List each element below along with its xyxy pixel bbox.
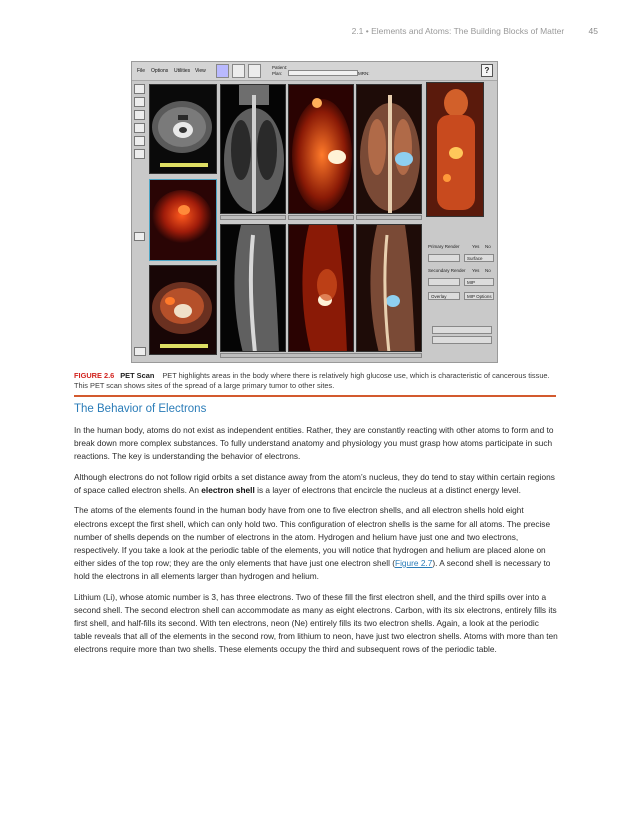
coronal-pet-image: [289, 85, 354, 214]
control-button-a[interactable]: [432, 326, 492, 334]
window-tool-icon[interactable]: [134, 123, 145, 133]
toolbar-button-b[interactable]: [232, 64, 245, 78]
mrn-label: MRN:: [358, 71, 370, 76]
running-title: 2.1 • Elements and Atoms: The Building Blocks of Matter: [351, 26, 565, 36]
primary-no-radio[interactable]: No: [485, 244, 491, 249]
figure-2-7-link[interactable]: Figure 2.7: [395, 557, 433, 568]
primary-render-mode[interactable]: [464, 254, 494, 262]
tool-palette: [134, 84, 145, 162]
axial-fused-image: [150, 266, 217, 355]
figure-title: PET Scan: [120, 371, 155, 380]
overlay-label: Overlay: [431, 294, 447, 299]
menu-utilities[interactable]: Utilities: [174, 68, 191, 74]
secondary-no-radio[interactable]: No: [485, 268, 491, 273]
axial-fused-panel[interactable]: [149, 265, 217, 355]
primary-yes-radio[interactable]: Yes: [472, 244, 480, 249]
figure-label: FIGURE 2.6: [74, 371, 115, 380]
plan-label: Plan:: [272, 71, 283, 76]
patient-info: [272, 65, 287, 77]
key-term-electron-shell: electron shell: [201, 484, 255, 495]
secondary-render-mode[interactable]: [464, 278, 494, 286]
paragraph-3: [74, 504, 558, 583]
sagittal-pet-image: [289, 225, 354, 352]
axial-pet-image: [150, 180, 217, 261]
secondary-yes-radio[interactable]: Yes: [472, 268, 480, 273]
coronal-fused-panel[interactable]: [356, 84, 422, 214]
paragraph-1: In the human body, atoms do not exist as independent entities. Rather, they are constantly reacting with other atoms to form and to break down more complex substances. To fully understand anatomy and physiology you must grasp how atoms participate in such reactions. The key is understanding the behavior of electrons.: [74, 425, 554, 462]
figure-caption: [74, 371, 556, 391]
sagittal-ct-image: [221, 225, 286, 352]
pet-scan-figure: [131, 61, 498, 363]
primary-render-mode-value: Surface: [467, 256, 483, 261]
sagittal-fused-image: [357, 225, 422, 352]
sagittal-fused-panel[interactable]: [356, 224, 422, 352]
coronal-fused-image: [357, 85, 422, 214]
axial-ct-image: [150, 85, 217, 174]
toolbar-button-a[interactable]: [216, 64, 229, 78]
coronal-pet-slider[interactable]: [288, 215, 354, 220]
patient-field[interactable]: [288, 70, 358, 76]
coronal-ct-image: [221, 85, 286, 214]
help-icon[interactable]: ?: [481, 64, 493, 77]
mip-3d-panel[interactable]: [426, 82, 484, 217]
secondary-render-mode-value: MIP: [467, 280, 476, 285]
coronal-fused-slider[interactable]: [356, 215, 422, 220]
axial-pet-panel[interactable]: [149, 179, 217, 261]
menu-view[interactable]: View: [195, 68, 206, 74]
sagittal-pet-panel[interactable]: [288, 224, 354, 352]
paragraph-4: Lithium (Li), whose atomic number is 3, has three electrons. Two of these fill the first electron shell, and the third spills over into a second shell. The second electron shell can accommodate as many as eight electrons. Carbon, with its six electrons, entirely fills its first shell, and half-fills its second. With ten electrons, neon (Ne) entirely fills its two electron shells. Again, a look at the periodic table reveals that all of the elements in the second row, from lithium to neon, have just two electron shells. Atoms with more than ten electrons require more than two shells. These elements occupy the third and subsequent rows of the periodic table.: [74, 591, 558, 654]
coronal-ct-slider[interactable]: [220, 215, 286, 220]
section-body: [74, 424, 558, 664]
swap-arrows-icon[interactable]: [134, 347, 146, 356]
roi-tool-icon[interactable]: [134, 149, 145, 159]
control-button-b[interactable]: [432, 336, 492, 344]
mip-options-label: MIP Options: [467, 294, 492, 299]
paragraph-3-start: The atoms of the elements found in the human body have from one to five electron shells, and all electron shells hold eight electrons except the first shell, which can only hold two. This configuration of electron shells is the same for all atoms. The precise number of shells depends on the number of electrons in the atom. Hydrogen and helium have just one and two electrons, respectively. If you take a look at the periodic table of the elements, you will notice that hydrogen and helium are placed alone on either sides of the top row; they are the only elements that have just one electron shell (: [74, 505, 551, 568]
rotate-tool-icon[interactable]: [134, 110, 145, 120]
running-header: [0, 26, 598, 36]
coronal-pet-panel[interactable]: [288, 84, 354, 214]
primary-render-label: Primary Render: [428, 244, 460, 249]
secondary-render-select[interactable]: [428, 278, 460, 286]
pan-tool-icon[interactable]: [134, 97, 145, 107]
secondary-render-label: Secondary Render: [428, 268, 466, 273]
toolbar-button-c[interactable]: [248, 64, 261, 78]
coronal-ct-panel[interactable]: [220, 84, 286, 214]
paragraph-2-end: is a layer of electrons that encircle the nucleus at a distinct energy level.: [254, 484, 521, 495]
measure-tool-icon[interactable]: [134, 136, 145, 146]
primary-render-select[interactable]: [428, 254, 460, 262]
sagittal-slider[interactable]: [220, 353, 422, 358]
mip-3d-image: [427, 83, 484, 217]
paragraph-2-start: Although electrons do not follow rigid orbits a set distance away from the atom’s nucleus, they do tend to stay within certain regions of space called electron shells. An: [74, 471, 555, 495]
menu-file[interactable]: File: [137, 68, 146, 74]
patient-label: Patient:: [272, 65, 288, 70]
axial-ct-panel[interactable]: [149, 84, 217, 174]
zoom-tool-icon[interactable]: [134, 84, 145, 94]
overlay-button[interactable]: [428, 292, 460, 300]
section-heading: The Behavior of Electrons: [74, 403, 207, 415]
figure-caption-text: PET highlights areas in the body where there is relatively high glucose use, which is characteristic of cancerous tissue. This PET scan shows sites of the spread of a large primary tumor to other sites.: [74, 371, 550, 390]
link-tool-icon[interactable]: [134, 232, 145, 241]
app-menubar: [132, 62, 497, 81]
sagittal-ct-panel[interactable]: [220, 224, 286, 352]
page-number: 45: [588, 26, 598, 36]
section-divider: [74, 395, 556, 397]
paragraph-3-end: ). A second shell is necessary to hold the electrons in all elements larger than hydrogen and helium.: [74, 557, 551, 581]
menu-options[interactable]: Options: [151, 68, 169, 74]
paragraph-2: [74, 471, 558, 497]
mip-options-button[interactable]: [464, 292, 494, 300]
